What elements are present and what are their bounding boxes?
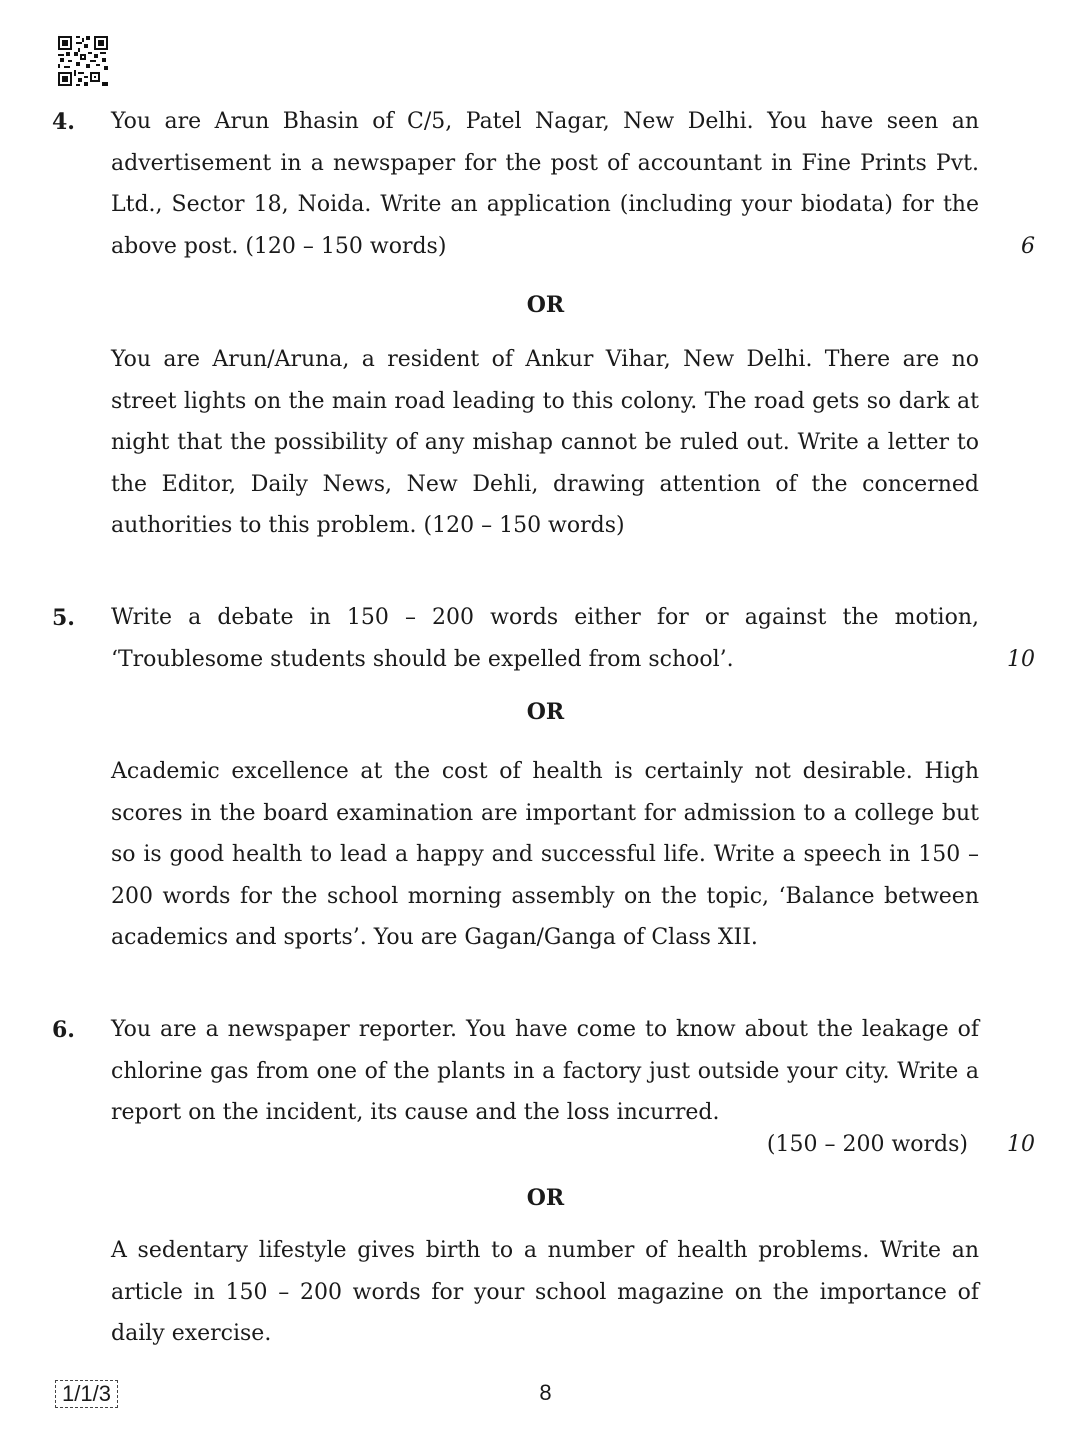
qr-code-icon	[58, 36, 108, 86]
question-text: You are a newspaper reporter. You have come to know about the leakage of chlorine gas from one of the plants in a factory just outside your city. Write a report on the incident, its cause and the loss incurred.	[111, 1017, 979, 1125]
word-count: (150 – 200 words)	[766, 1132, 968, 1157]
or-separator: OR	[526, 292, 565, 318]
question-marks: 10	[1007, 1132, 1035, 1157]
or-separator: OR	[526, 699, 565, 725]
question-number: 5.	[52, 605, 75, 631]
question-text: You are Arun Bhasin of C/5, Patel Nagar, New Delhi. You have seen an advertisement in a newspaper for the post of accountant in Fine Prints Pvt. Ltd., Sector 18, Noida. Write an application (including your biodata) for the above post. (120 – 150 words)	[111, 109, 979, 259]
question-text: Write a debate in 150 – 200 words either for or against the motion, ‘Troublesome students should be expelled from school’.	[111, 605, 979, 672]
alternative-question-text: You are Arun/Aruna, a resident of Ankur Vihar, New Delhi. There are no street lights on the main road leading to this colony. The road gets so dark at night that the possibility of any mishap cannot be ruled out. Write a letter to the Editor, Daily News, New Dehli, drawing attention of the concerned authorities to this problem. (120 – 150 words)	[111, 347, 979, 538]
question-marks: 6	[1021, 234, 1035, 259]
question-number: 6.	[52, 1017, 75, 1043]
alternative-question-text: A sedentary lifestyle gives birth to a number of health problems. Write an article in 150 – 200 words for your school magazine on the importance of daily exercise.	[111, 1238, 979, 1346]
paper-code: 1/1/3	[55, 1380, 118, 1408]
question-number: 4.	[52, 109, 75, 135]
alternative-question-text: Academic excellence at the cost of health is certainly not desirable. High scores in the board examination are important for admission to a college but so is good health to lead a happy and successful life. Write a speech in 150 – 200 words for the school morning assembly on the topic, ‘Balance between academics and sports’. You are Gagan/Ganga of Class XII.	[111, 759, 979, 950]
or-separator: OR	[526, 1185, 565, 1211]
page-number: 8	[539, 1380, 552, 1405]
question-marks: 10	[1007, 647, 1035, 672]
